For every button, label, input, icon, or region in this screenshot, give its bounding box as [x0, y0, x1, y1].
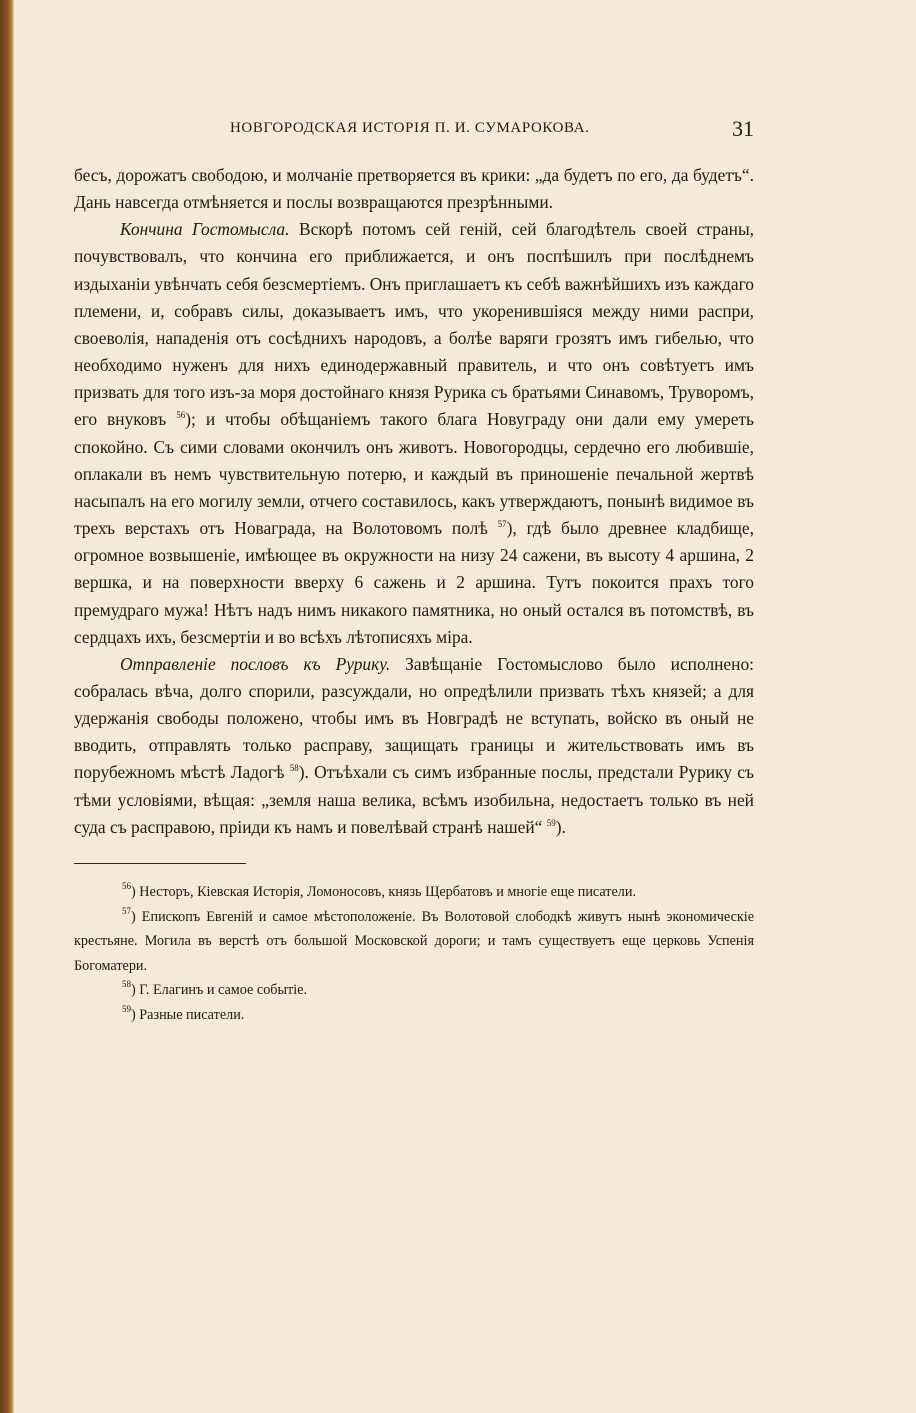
footnote-57	[74, 905, 754, 979]
footnote-58	[74, 978, 754, 1003]
book-page	[74, 112, 754, 1027]
footnotes	[74, 880, 754, 1028]
footnote-text: ) Епископъ Евгеній и самое мѣстоположеніе. Въ Волотовой слободкѣ живутъ нынѣ экономическіе крестьяне. Могила въ верстѣ отъ большой Московской дороги; и тамъ существуетъ еще церковь Успенія Богоматери.	[74, 908, 754, 974]
section-heading-envoys-to-rurik: Отправленіе пословъ къ Рурику.	[120, 653, 391, 674]
footnote-number: 59	[122, 1003, 131, 1014]
paragraph-text: Вскорѣ потомъ сей геній, сей благодѣтель своей страны, почувствовалъ, что кончина его приближается, и онъ поспѣшилъ при послѣднемъ издыханіи увѣнчать себя безсмертіемъ. Онъ приглашаетъ къ себѣ важнѣйшихъ изъ каждаго племени, и, собравъ силы, доказываетъ имъ, что укоренившіяся между ними распри, своеволія, нападенія отъ сосѣднихъ народовъ, а болѣе варяги грозятъ имъ гибелью, что необходимо нуженъ для нихъ единодержавный правитель, и что онъ совѣтуетъ имъ призвать для того изъ-за моря достойнаго князя Рурика съ братьями Синавомъ, Труворомъ, его внуковъ	[74, 219, 754, 430]
footnote-divider	[74, 863, 246, 864]
paragraph-text: Завѣщаніе Гостомыслово было исполнено: собралась вѣча, долго спорили, разсуждали, но опредѣлили призвать тѣхъ князей; а для удержанія свободы положено, чтобы имъ въ Новградѣ не вступать, войско въ оный не вводить, отправлять только расправу, защищать границы и жительствовать имъ въ порубежномъ мѣстѣ Ладогѣ	[74, 653, 754, 783]
paragraph-gostomysl-death	[74, 216, 754, 651]
footnote-text: ) Несторъ, Кіевская Исторія, Ломоносовъ, князь Щербатовъ и многіе еще писатели.	[131, 883, 637, 900]
paragraph-text-continued: ); и чтобы обѣщаніемъ такого блага Новуграду они дали ему умереть спокойно. Съ сими словами окончилъ онъ животъ. Новогородцы, сердечно его любившіе, оплакали въ немъ чувствительную потерю, и каждый въ приношеніе печальной жертвѣ насыпалъ на его могилу земли, отчего составилось, какъ утверждаютъ, понынѣ видимое въ трехъ верстахъ отъ Новаграда, на Волотовомъ полѣ	[74, 409, 754, 539]
footnote-59	[74, 1003, 754, 1028]
footnote-text: ) Г. Елагинъ и самое событіе.	[131, 982, 308, 999]
section-heading-gostomysl-death: Кончина Гостомысла.	[120, 219, 290, 240]
footnote-number: 57	[122, 905, 131, 916]
footnote-ref-58[interactable]: 58	[289, 763, 299, 774]
footnote-ref-57[interactable]: 57	[497, 519, 507, 530]
paragraph-text-continued: ). Отъѣхали съ симъ избранные послы, предстали Рурику съ тѣми условіями, вѣщая: „земля наша велика, всѣмъ изобильна, недостаетъ только въ ней суда съ расправою, пріиди къ намъ и повелѣвай странѣ нашей“	[74, 762, 754, 837]
paragraph-opening	[74, 162, 754, 216]
book-binding-edge	[0, 0, 14, 1413]
paragraph-text: бесъ, дорожатъ свободою, и молчаніе претворяется въ крики: „да будетъ по его, да будетъ“. Дань навсегда отмѣняется и послы возвращаются презрѣнными.	[74, 165, 754, 213]
footnote-ref-59[interactable]: 59	[546, 817, 556, 828]
page-number: 31	[732, 116, 754, 141]
paragraph-text-continued: ).	[555, 816, 566, 837]
body-text	[74, 162, 754, 841]
running-header	[74, 112, 754, 146]
footnote-number: 58	[122, 979, 131, 990]
footnote-ref-56[interactable]: 56	[176, 410, 186, 421]
running-title: НОВГОРОДСКАЯ ИСТОРІЯ П. И. СУМАРОКОВА.	[230, 120, 590, 136]
footnote-56	[74, 880, 754, 905]
paragraph-text-continued: ), гдѣ было древнее кладбище, огромное возвышеніе, имѣющее въ окружности на низу 24 сажени, въ высоту 4 аршина, 2 вершка, и на поверхности вверху 6 сажень и 2 аршина. Тутъ покоится прахъ того премудраго мужа! Нѣтъ надъ нимъ никакого памятника, но оный остался въ потомствѣ, въ сердцахъ ихъ, безсмертіи и во всѣхъ лѣтописяхъ міра.	[74, 518, 754, 647]
footnote-number: 56	[122, 880, 131, 891]
footnote-text: ) Разные писатели.	[131, 1006, 245, 1023]
paragraph-envoys-to-rurik	[74, 651, 754, 841]
